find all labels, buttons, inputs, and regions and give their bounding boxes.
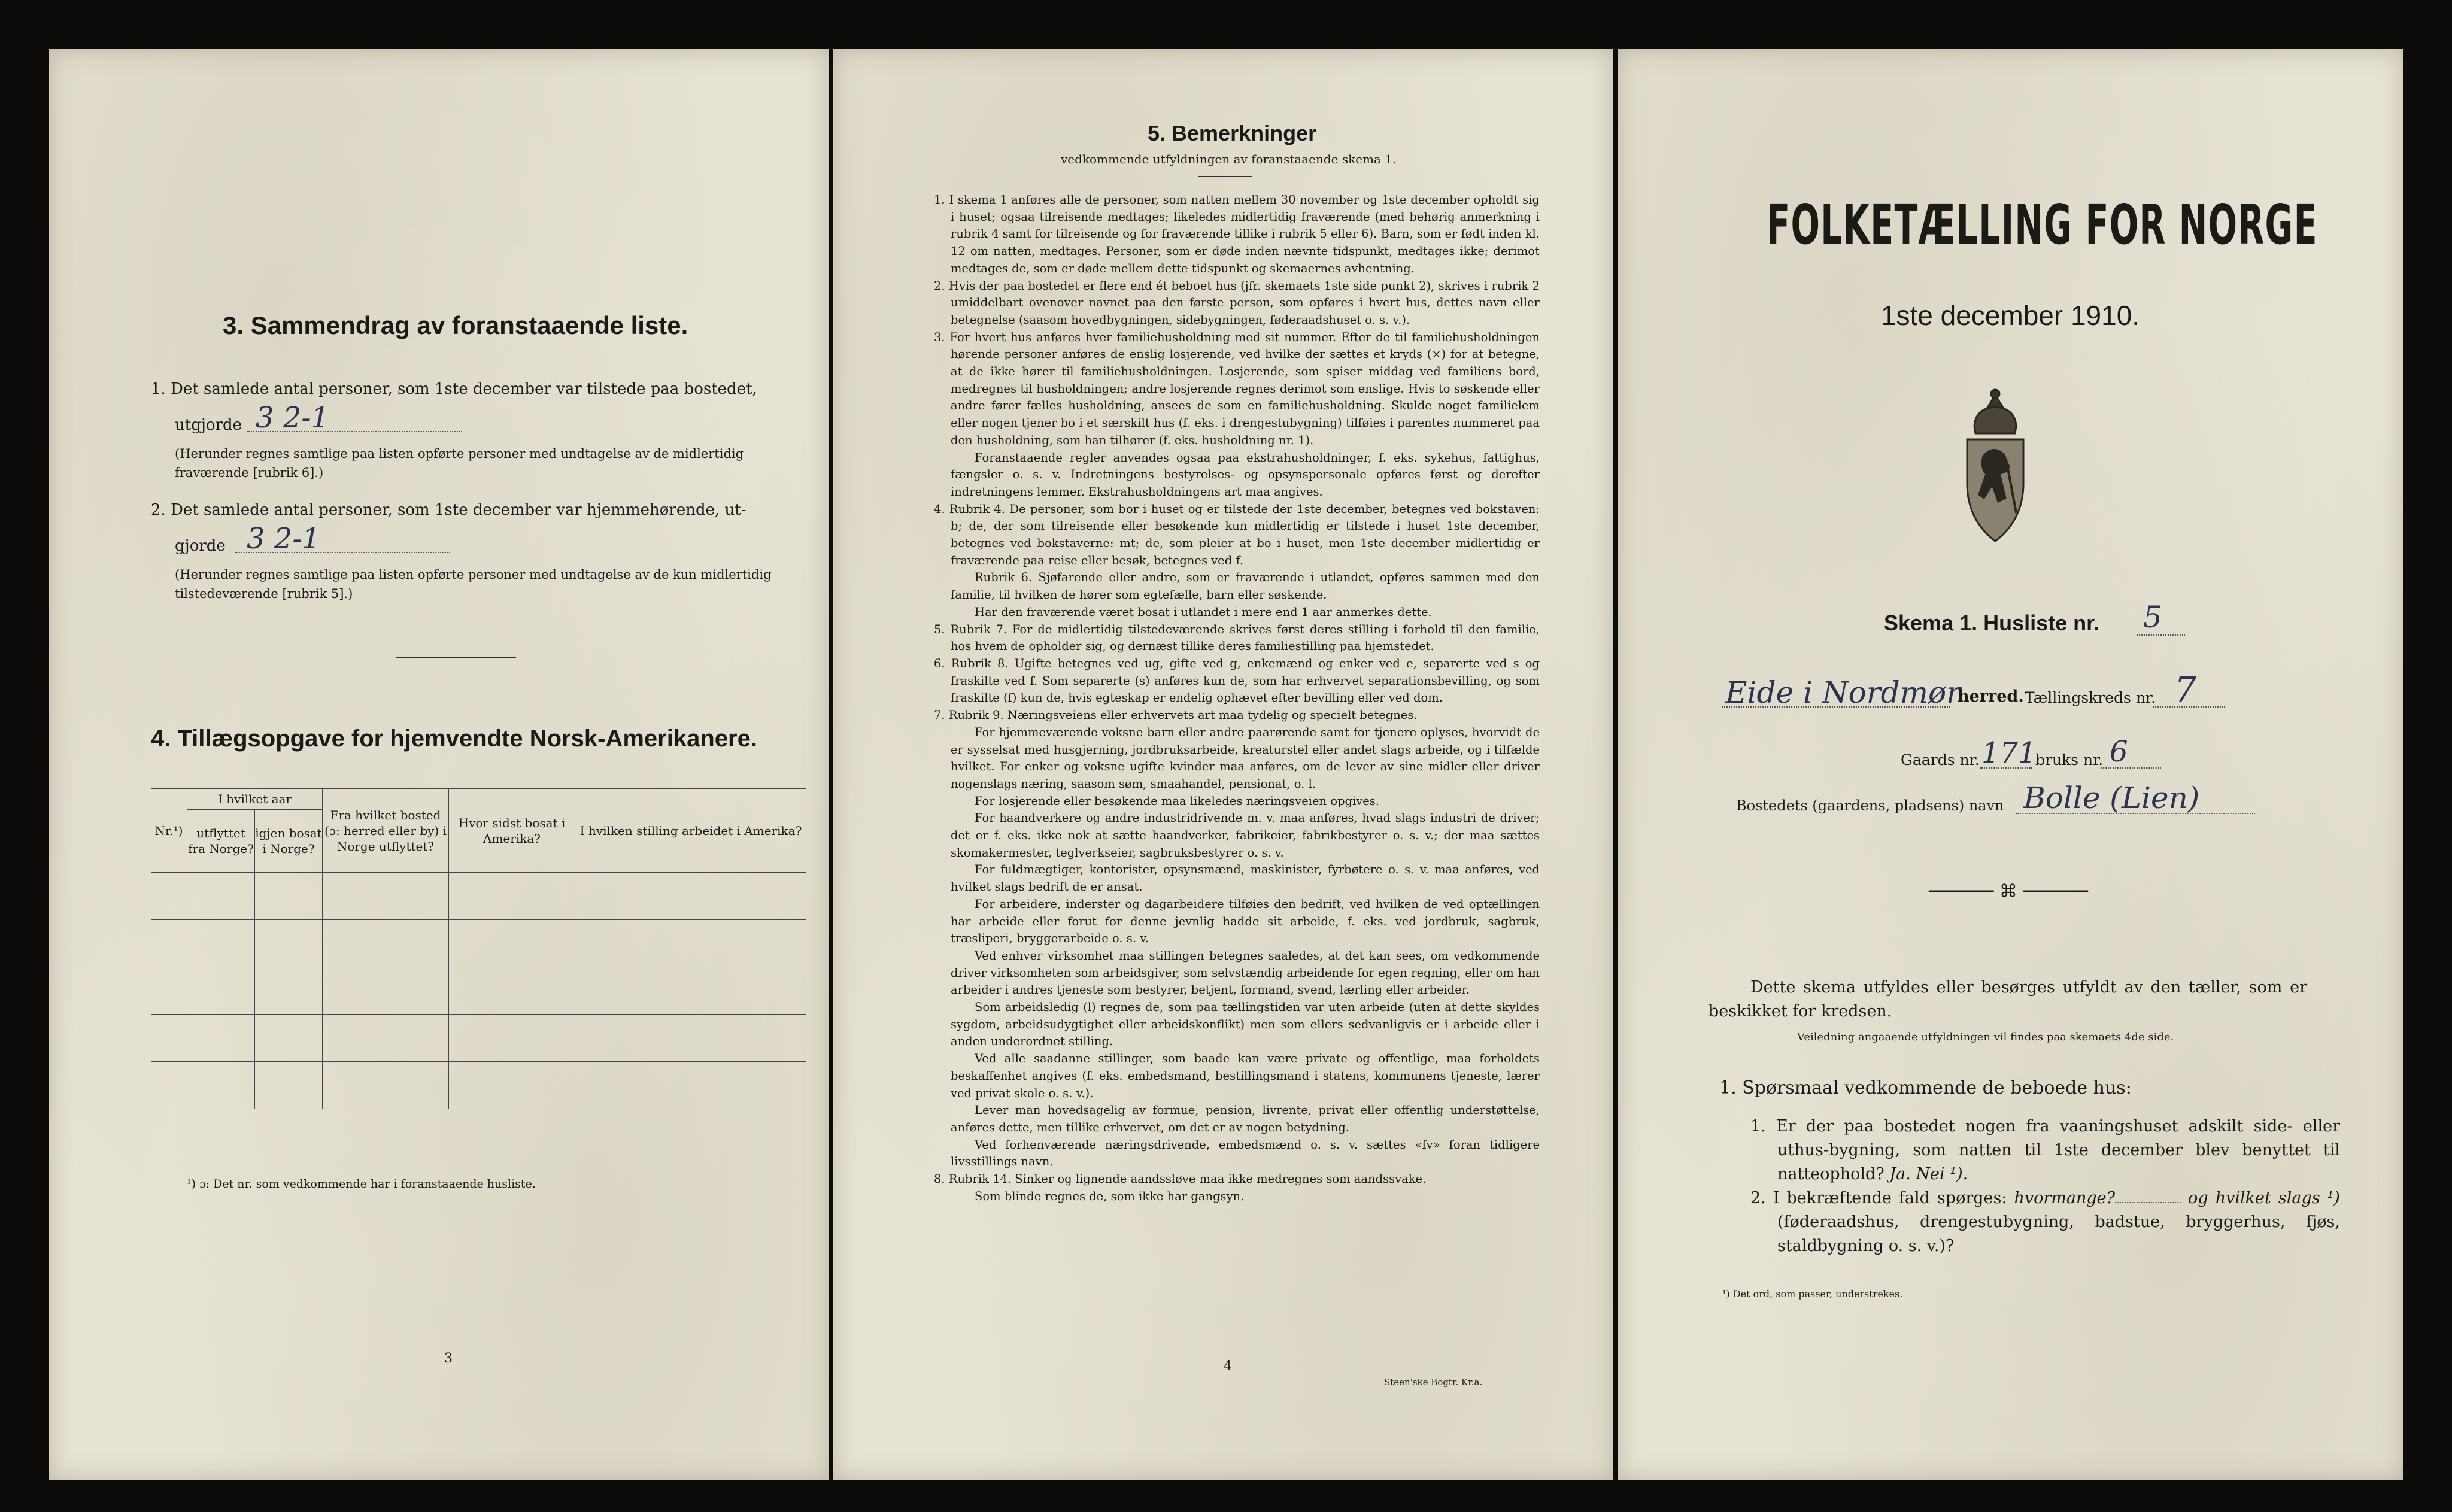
census-page-1 [1618,49,2403,1480]
remark-paragraph: Har den fraværende været bosat i utlandet i mere end 1 aar anmerkes dette. [975,605,1432,619]
remark-paragraph: Som blinde regnes de, som ikke har gangsyn. [975,1189,1245,1203]
gaards-nr-handwritten: 171 [1981,736,2037,770]
table-cell [323,920,449,967]
question-2-hvilket: og hvilket slags ¹) [2188,1189,2340,1207]
table-cell [151,920,187,967]
herred-label: herred. [1958,687,2024,706]
table-cell [449,1062,575,1109]
census-page-4 [833,49,1613,1480]
divider [396,657,516,658]
summary-item-2-text: 2. Det samlede antal personer, som 1ste december var hjemmehørende, ut- [151,501,746,519]
form-date: 1ste december 1910. [1880,300,2140,331]
table-row [151,967,806,1015]
remark-paragraph: Som arbeidsledig (l) regnes de, som paa tællingstiden var uten arbeide (uten at dette skyldes sygdom, arbeidsudygtighet eller arbeidskonflikt) men som ellers sedvanligvis er i arbeide eller i anden underordnet stilling. [951,1000,1540,1049]
question-2-detail: (føderaadshus, drengestubygning, badstue, bryggerhus, fjøs, staldbygning o. s. v.)? [1777,1213,2340,1255]
question-2 [1750,1186,2340,1258]
table-cell [255,967,323,1015]
table-cell [323,1062,449,1109]
veiledning-text: Veiledning angaaende utfyldningen vil findes paa skemaets 4de side. [1797,1031,2174,1043]
col-header-fra: Fra hvilket bosted (ɔ: herred eller by) i Norge utflyttet? [323,789,449,873]
divider [1198,176,1252,177]
section-3-title: 3. Sammendrag av foranstaaende liste. [223,311,688,339]
remark-paragraph: Foranstaaende regler anvendes ogsaa paa ekstrahusholdninger, f. eks. sykehus, fattighus, fængsler o. s. v. Indretningens bestyrelses- og opsynspersonale opføres først og derefter indretningens lemmer. Ekstrahusholdningens art maa angives. [951,450,1540,499]
bosted-label: Bostedets (gaardens, pladsens) navn [1736,797,2004,814]
table-row [151,1062,806,1109]
table-cell [449,873,575,920]
table-cell [575,920,807,967]
remark-paragraph: For losjerende eller besøkende maa likeledes næringsveien opgives. [975,794,1379,808]
question-2-text: 2. I bekræftende fald spørges: [1750,1189,2007,1207]
table-cell [323,1015,449,1062]
ornament-divider: ────── ⌘ ────── [1929,881,2088,902]
table-cell [449,967,575,1015]
remarks-title: 5. Bemerkninger [1148,121,1317,145]
remark-paragraph: Lever man hovedsagelig av formue, pension, livrente, privat eller offentlig understøttelse, anføres dette, men tillike erhvervet, om det er av nogen betydning. [951,1103,1540,1134]
table-cell [255,920,323,967]
table-row [151,1015,806,1062]
table-cell [151,967,187,1015]
table-cell [187,967,255,1015]
table-cell [575,873,807,920]
table-cell [187,873,255,920]
col-header-igjen: igjen bosat i Norge? [255,810,323,873]
page-number: 4 [1224,1359,1232,1374]
remark-paragraph: 4. Rubrik 4. De personer, som bor i huset og er tilstede der 1ste december, betegnes ved bokstaven: b; de, der som tilreisende eller besøkende kun midlertidig er tilstede i huset 1ste december, betegnes ved bokstaverne: mt; de, som pleier at bo i huset, men 1ste december midlertidig er fraværende paa reise eller besøk, betegnes ved f. [934,502,1540,567]
bruks-nr-handwritten: 6 [2110,735,2128,769]
husliste-nr-dotline [2137,634,2185,636]
summary-item-2-note: (Herunder regnes samtlige paa listen opførte personer med undtagelse av de kun midlertidig tilstedeværende [rubrik 5].) [175,567,772,601]
remark-paragraph: For haandverkere og andre industridrivende m. v. maa anføres, hvad slags industri de driver; det er f. eks. ikke nok at sætte haandverker, fabrikeier, fabrikbestyrer o. s. v.; der maa sættes skomakermester, teglverkseier, sagbruksbestyrer o. s. v. [951,811,1540,860]
table-cell [323,873,449,920]
remarks-subtitle: vedkommende utfyldningen av foranstaaende skema 1. [1061,152,1397,166]
form-title: FOLKETÆLLING FOR NORGE [1767,193,2318,257]
table-cell [255,873,323,920]
section-4-title: 4. Tillægsopgave for hjemvendte Norsk-Amerikanere. [151,725,757,752]
table-cell [449,920,575,967]
table-cell [255,1015,323,1062]
page-number: 3 [444,1351,453,1366]
summary-item-1-label: utgjorde [175,416,242,434]
table-cell [575,1015,807,1062]
table-cell [151,873,187,920]
remark-paragraph: 3. For hvert hus anføres hver familiehusholdning med sit nummer. Efter de til familiehusholdningen hørende personer anføres de enslig losjerende, ved hvilke der sættes et kryds (×) for at betegne, at de ikke hører til familiehusholdningen. Losjerende, som spiser middag ved familiens bord, medregnes til husholdningen; andre losjerende regnes derimot som enslige. Hvis to søskende eller andre fører fælles husholdning, ansees de som en familiehusholdning. Skulde noget familielem eller nogen tjener bo i et særskilt hus (f. eks. i drengestubygning) tilføies i parentes nummeret paa den husholdning, som han tilhører (f. eks. husholdning nr. 1). [934,330,1540,447]
table-cell [575,967,807,1015]
skema-label: Skema 1. Husliste nr. [1884,611,2100,635]
remarks-body [934,192,1540,1205]
col-header-utflyttet: utflyttet fra Norge? [187,810,255,873]
hvormange-dotline [2115,1202,2181,1203]
summary-item-1-handwritten: 3 2-1 [256,401,330,435]
instruction-text: Dette skema utfyldes eller besørges utfyldt av den tæller, som er beskikket for kredsen. [1708,978,2307,1021]
remark-paragraph: 7. Rubrik 9. Næringsveiens eller erhvervets art maa tydelig og specielt betegnes. [934,708,1418,722]
remark-paragraph: For arbeidere, inderster og dagarbeidere tilføies den bedrift, ved hvilken de ved optællingen har arbeide eller forut for denne jevnlig hadde sit arbeide, f. eks. ved jordbruk, sagbruk, træsliperi, bryggerarbeide o. s. v. [951,897,1540,946]
remark-paragraph: 1. I skema 1 anføres alle de personer, som natten mellem 30 november og 1ste december opholdt sig i huset; ogsaa tilreisende medtages; likeledes midlertidig fraværende (med behørig anmerkning i rubrik 4 samt for tilreisende og for fraværende tillike i rubrik 5 eller 6). Barn, som er født inden kl. 12 om natten, medtages. Personer, som er døde inden nævnte tidspunkt, medtages ikke; derimot medtages de, som er døde mellem dette tidspunkt og skemaernes avhentning. [934,193,1540,275]
herred-handwritten: Eide i Nordmør [1725,675,1961,710]
col-header-stilling: I hvilken stilling arbeidet i Amerika? [575,789,807,873]
summary-item-2-handwritten: 3 2-1 [247,522,321,555]
col-header-nr: Nr.¹) [151,789,187,873]
summary-item-2-label: gjorde [175,537,226,555]
col-header-hvor: Hvor sidst bosat i Amerika? [449,789,575,873]
remark-paragraph: 5. Rubrik 7. For de midlertidig tilstedeværende skrives først deres stilling i forhold til den familie, hos hvem de opholder sig, og dernæst tillike deres familiestilling paa hjemstedet. [934,622,1540,654]
norsk-amerikanere-table [151,788,806,1109]
table-cell [151,1062,187,1109]
question-section-title: 1. Spørsmaal vedkommende de beboede hus: [1719,1077,2132,1098]
question-1 [1750,1115,2340,1186]
table-cell [187,1062,255,1109]
table-cell [151,1015,187,1062]
page1-footnote: ¹) Det ord, som passer, understrekes. [1722,1288,1903,1300]
kreds-nr-handwritten: 7 [2174,669,2196,710]
table-row [151,873,806,920]
question-2-hvormange: hvormange? [2014,1189,2116,1207]
table-footnote: ¹) ɔ: Det nr. som vedkommende har i foranstaaende husliste. [187,1177,536,1191]
bruks-label: bruks nr. [2035,751,2104,769]
question-1-answer: Ja. Nei ¹). [1889,1165,1968,1183]
remark-paragraph: Ved alle saadanne stillinger, som baade kan være private og offentlige, maa forholdets beskaffenhet angives (f. eks. embedsmand, bestillingsmand i statens, kommunens tjeneste, lærer ved privat skole o. s. v.). [951,1052,1540,1100]
table-cell [575,1062,807,1109]
bosted-handwritten: Bolle (Lien) [2023,781,2200,815]
table-cell [323,967,449,1015]
remark-paragraph: 2. Hvis der paa bostedet er flere end ét beboet hus (jfr. skemaets 1ste side punkt 2), skrives i rubrik 2 umiddelbart ovenover navnet paa den første person, som opføres i hvert hus, dettes navn eller betegnelse (saasom hovedbygningen, sidebygningen, føderaadshuset o. s. v.). [934,278,1540,327]
table-row [151,920,806,967]
summary-item-1-text: 1. Det samlede antal personer, som 1ste december var tilstede paa bostedet, [151,380,757,398]
table-cell [187,920,255,967]
norway-coat-of-arms-icon [1950,384,2040,546]
remark-paragraph: 8. Rubrik 14. Sinker og lignende aandssløve maa ikke medregnes som aandssvake. [934,1172,1427,1186]
remark-paragraph: For hjemmeværende voksne barn eller andre paarørende samt for tjenere oplyses, hvorvidt de er sysselsat med husgjerning, jordbruksarbeide, kreaturstel eller andet slags arbeide, og i tilfælde hvilket. For enker og voksne ugifte kvinder maa anføres, om de lever av sine midler eller driver nogenslags næring, saasom søm, smaahandel, pensionat, o. l. [951,725,1540,791]
remark-paragraph: 6. Rubrik 8. Ugifte betegnes ved ug, gifte ved g, enkemænd og enker ved e, separerte ved s og fraskilte ved f. Som separerte (s) anføres kun de, som har erhvervet separationsbevilling, og som fraskilte (f) kun de, hvis egteskap er endelig ophævet efter bevilling eller ved dom. [934,656,1540,705]
census-page-3 [49,49,829,1480]
remark-paragraph: Ved forhenværende næringsdrivende, embedsmænd o. s. v. sættes «fv» foran tidligere livsstillings navn. [951,1137,1540,1169]
remark-paragraph: Ved enhver virksomhet maa stillingen betegnes saaledes, at det kan sees, om vedkommende driver virksomheten som arbeidsgiver, som selvstændig arbeidende for egen regning, eller om han arbeider i andres tjeneste som bestyrer, betjent, formand, svend, lærling eller arbeider. [951,948,1540,997]
table-cell [187,1015,255,1062]
kreds-label: Tællingskreds nr. [2025,689,2156,706]
question-1-text: 1. Er der paa bostedet nogen fra vaaningshuset adskilt side- eller uthus-bygning, som natten til 1ste december blev benyttet til natteophold? [1750,1117,2340,1183]
husliste-nr-handwritten: 5 [2143,600,2162,634]
remark-paragraph: For fuldmægtiger, kontorister, opsynsmænd, maskinister, fyrbøtere o. s. v. maa anføres, ved hvilket slags bedrift de er ansat. [951,863,1540,894]
remark-paragraph: Rubrik 6. Sjøfarende eller andre, som er fraværende i utlandet, opføres sammen med den familie, til hvilken de hører som egtefælle, barn eller søskende. [951,570,1540,602]
col-header-group: I hvilket aar [187,789,323,810]
table-cell [255,1062,323,1109]
summary-item-1-note: (Herunder regnes samtlige paa listen opførte personer med undtagelse av de midlertidig fraværende [rubrik 6].) [175,447,744,480]
table-cell [449,1015,575,1062]
printer-mark: Steen'ske Bogtr. Kr.a. [1384,1377,1483,1387]
gaards-label: Gaards nr. [1901,751,1980,769]
